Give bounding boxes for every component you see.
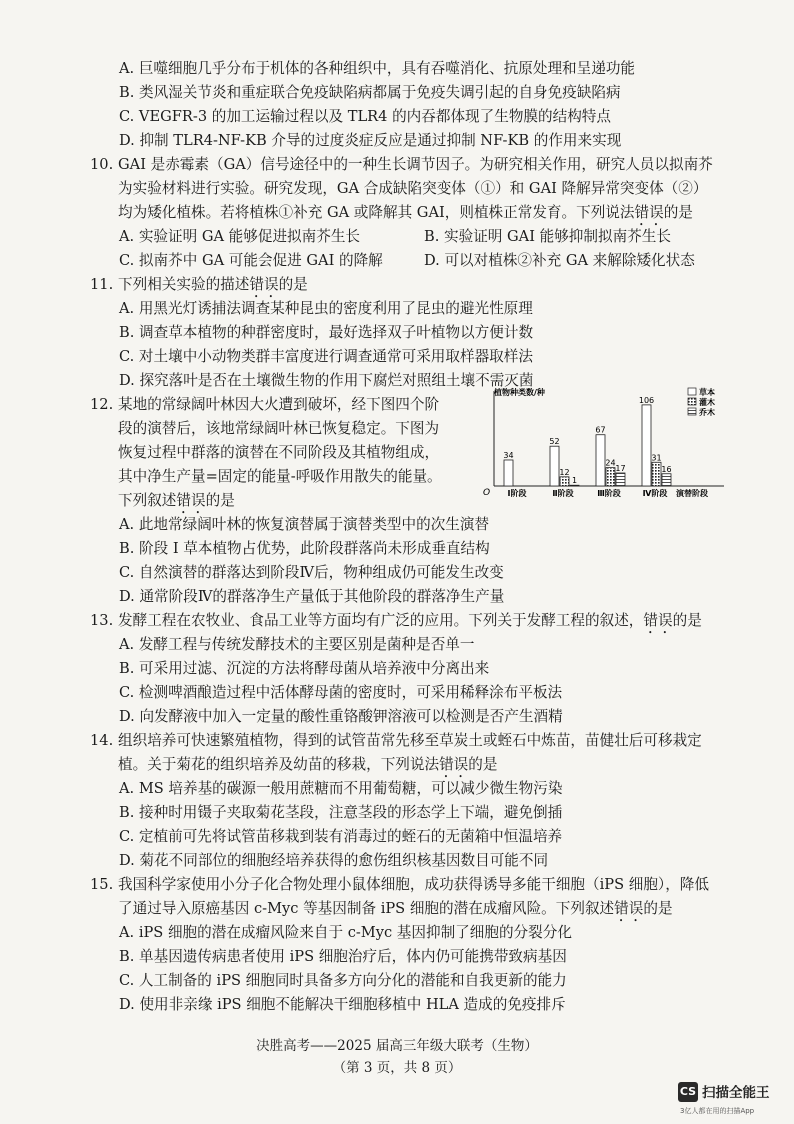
q9-option-b: B. 类风湿关节炎和重症联合免疫缺陷病都属于免疫失调引起的自身免疫缺陷病 [119, 84, 621, 101]
bar-tree-stage-4 [662, 474, 671, 486]
q13-option-c: C. 检测啤酒酿造过程中活体酵母菌的密度时，可采用稀释涂布平板法 [119, 684, 563, 701]
q11-option-d: D. 探究落叶是否在土壤微生物的作用下腐烂对照组土壤不需灭菌 [119, 372, 534, 389]
q12-option-b: B. 阶段 I 草本植物占优势，此阶段群落尚未形成垂直结构 [119, 540, 490, 557]
bar-label-grass-stage-3: 67 [595, 425, 606, 435]
q12-option-c: C. 自然演替的群落达到阶段Ⅳ后，物种组成仍可能发生改变 [119, 564, 504, 581]
q14-option-c: C. 定植前可先将试管苗移栽到装有消毒过的蛭石的无菌箱中恒温培养 [119, 828, 563, 845]
bar-label-tree-stage-2: 1 [571, 476, 578, 486]
q14-keyword: 错误 [439, 756, 469, 773]
q13-option-a: A. 发酵工程与传统发酵技术的主要区别是菌种是否单一 [119, 636, 475, 653]
q12-option-a: A. 此地常绿阔叶林的恢复演替属于演替类型中的次生演替 [119, 516, 490, 533]
bar-label-tree-stage-4: 16 [661, 464, 672, 474]
q10-option-a: A. 实验证明 GA 能够促进拟南芥生长 [119, 228, 361, 245]
q12-stem-line1: 12. 某地的常绿阔叶林因大火遭到破坏，经下图四个阶 [90, 394, 439, 416]
bar-label-shrub-stage-2: 12 [559, 467, 570, 477]
q14-stem-line2: 植。关于菊花的组织培养及幼苗的移栽，下列说法错误的是 [118, 756, 498, 773]
q14-number: 14. [90, 732, 114, 749]
q13-number: 13. [90, 612, 114, 629]
q14-option-d: D. 菊花不同部位的细胞经培养获得的愈伤组织核基因数目可能不同 [119, 852, 549, 869]
q15-number: 15. [90, 876, 114, 893]
q11-option-b: B. 调查草本植物的种群密度时，最好选择双子叶植物以方便计数 [119, 324, 534, 341]
q11-stem: 11. 下列相关实验的描述错误的是 [90, 274, 308, 301]
bar-grass-stage-2 [550, 446, 559, 486]
bar-grass-stage-3 [596, 435, 605, 486]
x-tick-stage-2: Ⅱ阶段 [552, 489, 574, 498]
q9-option-d: D. 抑制 TLR4-NF-KB 介导的过度炎症反应是通过抑制 NF-KB 的作用来实现 [119, 132, 622, 149]
legend-label-shrub: 灌木 [699, 398, 715, 407]
q13-option-d: D. 向发酵液中加入一定量的酸性重铬酸钾溶液可以检测是否产生酒精 [119, 708, 563, 725]
q12-stem-line3: 恢复过程中群落的演替在不同阶段及其植物组成， [118, 444, 440, 461]
q15-option-d: D. 使用非亲缘 iPS 细胞不能解决干细胞移植中 HLA 造成的免疫排斥 [119, 996, 566, 1013]
q13-keyword: 错误 [643, 612, 673, 629]
footer-page-number: （第 3 页，共 8 页） [332, 1060, 462, 1076]
chart-origin: O [483, 488, 491, 498]
watermark-tagline: 3亿人都在用的扫描App [680, 1107, 755, 1115]
q11-option-a: A. 用黑光灯诱捕法调查某种昆虫的密度利用了昆虫的避光性原理 [119, 300, 533, 317]
q10-option-b: B. 实验证明 GAI 能够抑制拟南芥生长 [424, 228, 671, 245]
watermark-app-name: 扫描全能王 [702, 1085, 770, 1101]
q12-keyword: 错误 [176, 492, 206, 509]
q12-stem-line4: 其中净生产量=固定的能量-呼吸作用散失的能量。 [118, 468, 442, 485]
q15-option-a: A. iPS 细胞的潜在成瘤风险来自于 c-Myc 基因抑制了细胞的分裂分化 [119, 924, 572, 941]
q11-option-c: C. 对土壤中小动物类群丰富度进行调查通常可采用取样器取样法 [119, 348, 533, 365]
q10-number: 10. [90, 156, 114, 173]
q12-option-d: D. 通常阶段Ⅳ的群落净生产量低于其他阶段的群落净生产量 [119, 588, 505, 605]
bar-label-shrub-stage-4: 31 [651, 453, 662, 463]
q11-number: 11. [90, 276, 114, 293]
bar-shrub-stage-4 [652, 462, 661, 486]
q12-stem-line2: 段的演替后，该地常绿阔叶林已恢复稳定。下图为 [118, 420, 440, 437]
q14-option-b: B. 接种时用镊子夹取菊花茎段，注意茎段的形态学上下端，避免倒插 [119, 804, 563, 821]
bar-label-shrub-stage-3: 24 [605, 458, 616, 468]
q11-keyword: 错误 [249, 276, 279, 293]
bar-tree-stage-2 [570, 485, 579, 486]
bar-label-tree-stage-3: 17 [615, 463, 626, 473]
q15-stem-line1: 15. 我国科学家使用小分子化合物处理小鼠体细胞，成功获得诱导多能干细胞（iPS 细胞），降低 [90, 874, 709, 896]
legend-swatch-tree [688, 408, 696, 415]
q10-option-c: C. 拟南芥中 GA 可能会促进 GAI 的降解 [119, 252, 383, 269]
bar-grass-stage-1 [504, 460, 513, 486]
q15-option-b: B. 单基因遗传病患者使用 iPS 细胞治疗后，体内仍可能携带致病基因 [119, 948, 567, 965]
legend-label-tree: 乔木 [699, 408, 715, 417]
bar-label-grass-stage-1: 34 [503, 450, 514, 460]
camscanner-logo-icon: CS [678, 1082, 698, 1102]
bar-tree-stage-3 [616, 473, 625, 486]
q13-option-b: B. 可采用过滤、沉淀的方法将酵母菌从培养液中分离出来 [119, 660, 490, 677]
bar-shrub-stage-2 [560, 477, 569, 486]
q9-option-c: C. VEGFR-3 的加工运输过程以及 TLR4 的内吞都体现了生物膜的结构特点 [119, 108, 611, 125]
q13-stem: 13. 发酵工程在农牧业、食品工业等方面均有广泛的应用。下列关于发酵工程的叙述，错误的是 [90, 610, 702, 637]
q14-stem-line1: 14. 组织培养可快速繁殖植物，得到的试管苗常先移至草炭土或蛭石中炼苗，苗健壮后可移栽定 [90, 730, 702, 752]
legend-label-grass: 草本 [699, 388, 715, 397]
q12-stem-line5: 下列叙述错误的是 [118, 492, 235, 509]
q15-stem-line2: 了通过导入原癌基因 c-Myc 等基因制备 iPS 细胞的潜在成瘤风险。下列叙述错误的是 [118, 900, 673, 917]
bar-label-grass-stage-4: 106 [638, 395, 655, 405]
q15-option-c: C. 人工制备的 iPS 细胞同时具备多方向分化的潜能和自我更新的能力 [119, 972, 567, 989]
q10-stem-line3: 均为矮化植株。若将植株①补充 GA 或降解其 GAI，则植株正常发育。下列说法错误的是 [118, 204, 693, 221]
chart-xlabel: 演替阶段 [676, 489, 708, 498]
bar-label-grass-stage-2: 52 [549, 437, 560, 447]
scanner-watermark [678, 1080, 790, 1124]
chart-ylabel: 植物种类数/种 [494, 388, 545, 397]
x-tick-stage-1: Ⅰ阶段 [507, 489, 527, 498]
x-tick-stage-3: Ⅲ阶段 [597, 489, 621, 498]
q14-option-a: A. MS 培养基的碳源一般用蔗糖而不用葡萄糖，可以减少微生物污染 [119, 780, 563, 797]
q10-stem-line1: 10. GAI 是赤霉素（GA）信号途径中的一种生长调节因子。为研究相关作用，研究人员以拟南芥 [90, 154, 713, 176]
q10-keyword: 错误 [634, 204, 664, 221]
q10-stem-line2: 为实验材料进行实验。研究发现，GA 合成缺陷突变体（①）和 GAI 降解异常突变体（②） [118, 180, 708, 197]
footer-exam-title: 决胜高考——2025 届高三年级大联考（生物） [256, 1038, 538, 1054]
legend-swatch-shrub [688, 398, 696, 405]
q10-option-d: D. 可以对植株②补充 GA 来解除矮化状态 [424, 252, 695, 269]
x-tick-stage-4: Ⅳ阶段 [642, 489, 668, 498]
q9-option-a: A. 巨噬细胞几乎分布于机体的各种组织中，具有吞噬消化、抗原处理和呈递功能 [119, 60, 636, 77]
bar-shrub-stage-3 [606, 468, 615, 486]
succession-bar-chart [478, 386, 728, 504]
bar-grass-stage-4 [642, 405, 651, 486]
legend-swatch-grass [688, 388, 696, 395]
q12-number: 12. [90, 396, 114, 413]
chart-canvas [478, 386, 728, 504]
q15-keyword: 错误 [614, 900, 644, 917]
